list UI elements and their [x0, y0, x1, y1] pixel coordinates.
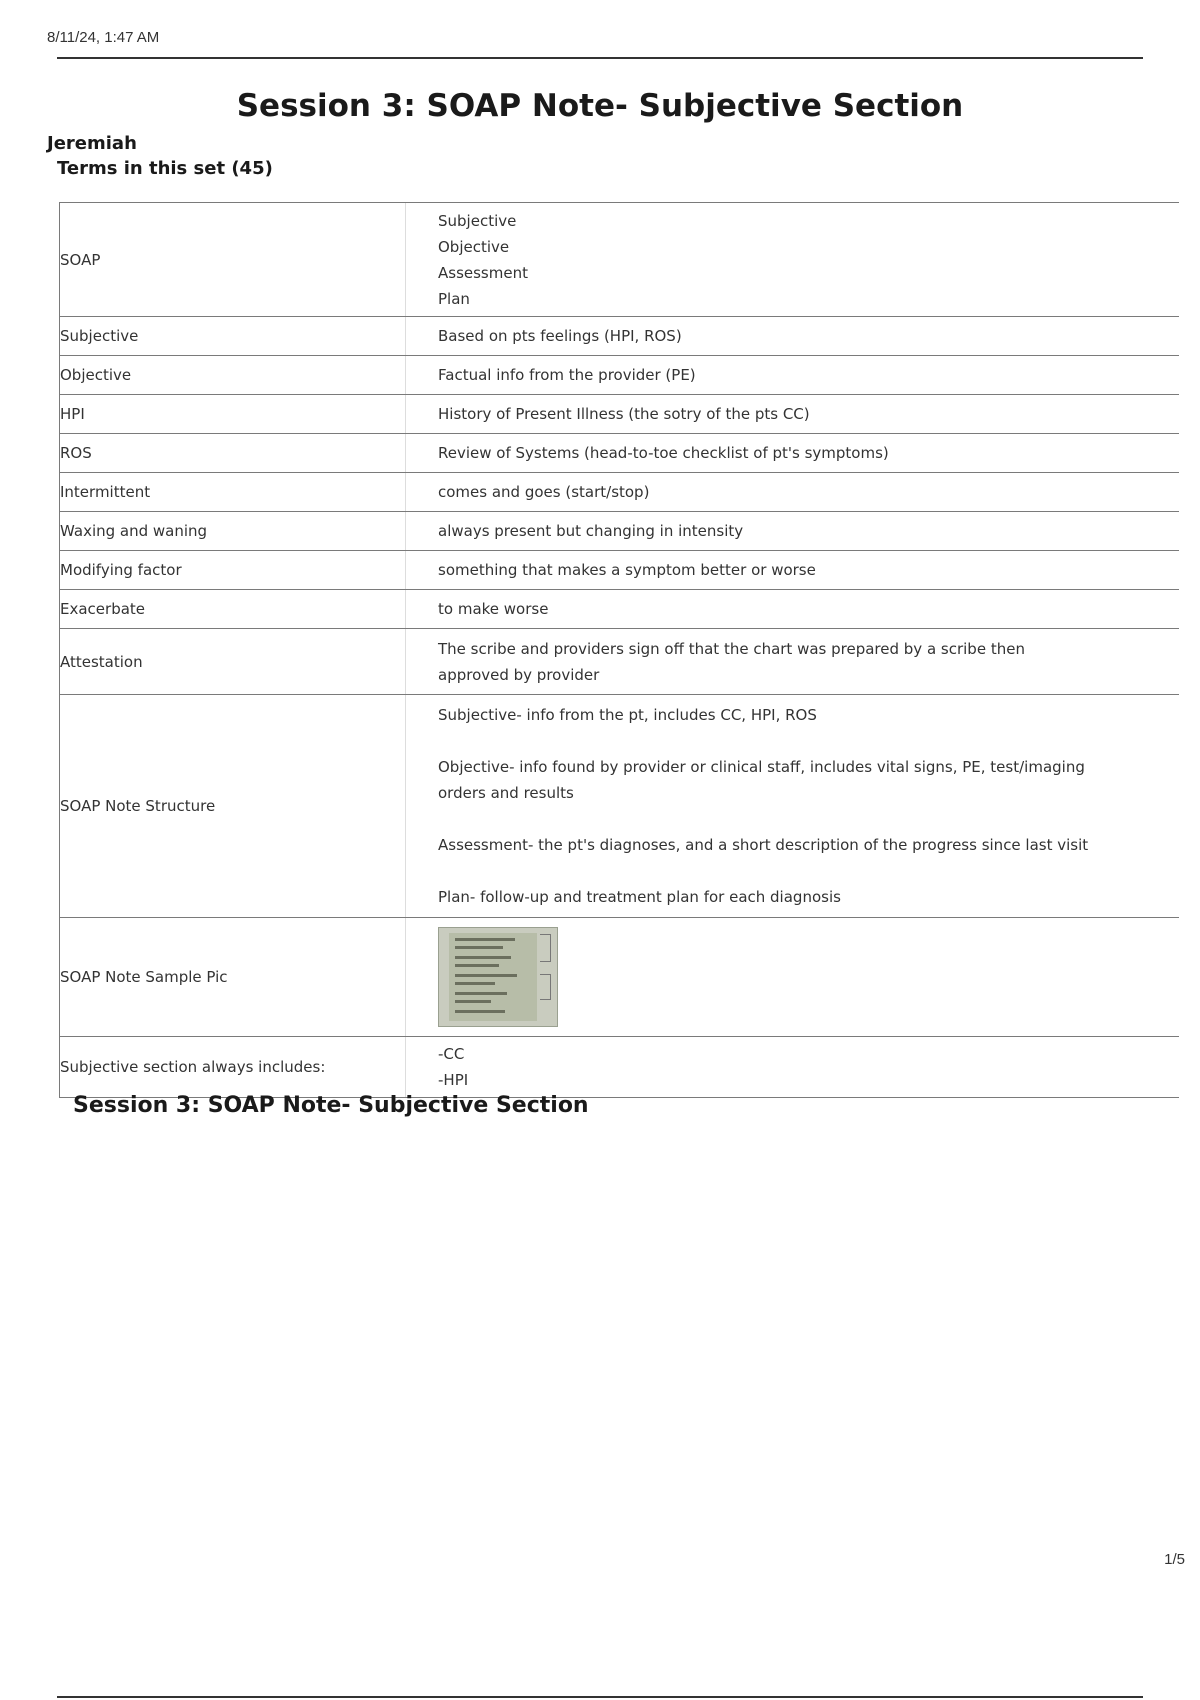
definition-line: Plan- follow-up and treatment plan for each diagnosis: [438, 888, 841, 906]
term-cell: Subjective: [60, 317, 406, 356]
definition-cell: [406, 1037, 1180, 1098]
definition-line: Based on pts feelings (HPI, ROS): [438, 327, 682, 345]
image-line: [455, 982, 495, 985]
definition-line: Objective: [438, 237, 510, 256]
definition-cell: [406, 551, 1180, 590]
definition-cell: [406, 356, 1180, 395]
term-row: [60, 203, 1180, 317]
definition-line: The scribe and providers sign off that the chart was prepared by a scribe then: [438, 639, 1025, 658]
footer-rule: [57, 1696, 1143, 1698]
image-bracket: [540, 974, 551, 1000]
definition-line: always present but changing in intensity: [438, 522, 744, 540]
footer-repeat-title: Session 3: SOAP Note- Subjective Section: [73, 1093, 589, 1118]
image-line: [455, 1000, 491, 1003]
definition-line: Subjective- info from the pt, includes CC, HPI, ROS: [438, 706, 817, 724]
term-cell: Attestation: [60, 629, 406, 695]
image-line: [455, 938, 515, 941]
definition-cell: [406, 590, 1180, 629]
image-line: [455, 992, 507, 995]
blank-line: [438, 806, 1167, 832]
definition-line: Objective- info found by provider or clinical staff, includes vital signs, PE, test/imaging: [438, 758, 1085, 776]
term-row: [60, 434, 1180, 473]
definition-line: History of Present Illness (the sotry of the pts CC): [438, 405, 810, 423]
image-line: [455, 974, 517, 977]
term-cell: Objective: [60, 356, 406, 395]
term-cell: Subjective section always includes:: [60, 1037, 406, 1098]
definition-line: Review of Systems (head-to-toe checklist of pt's symptoms): [438, 444, 889, 462]
author-name: Jeremiah: [47, 133, 137, 154]
definition-cell: [406, 203, 1180, 317]
term-cell: Waxing and waning: [60, 512, 406, 551]
definition-line: to make worse: [438, 600, 549, 618]
header-rule: [57, 57, 1143, 59]
definition-cell: [406, 473, 1180, 512]
definition-line: Assessment: [438, 263, 528, 282]
term-cell: Exacerbate: [60, 590, 406, 629]
term-cell: Modifying factor: [60, 551, 406, 590]
term-row: [60, 590, 1180, 629]
definition-cell: [406, 629, 1180, 695]
image-line: [455, 964, 499, 967]
term-row: [60, 317, 1180, 356]
term-cell: SOAP Note Structure: [60, 695, 406, 918]
blank-line: [438, 728, 1167, 754]
definition-cell: [406, 512, 1180, 551]
definition-line: Subjective: [438, 211, 517, 230]
definition-line: something that makes a symptom better or worse: [438, 561, 816, 579]
definition-cell: [406, 434, 1180, 473]
term-row: [60, 918, 1180, 1037]
term-row: [60, 629, 1180, 695]
term-row: [60, 395, 1180, 434]
term-row: [60, 551, 1180, 590]
definition-line: comes and goes (start/stop): [438, 483, 650, 501]
definition-cell: [406, 317, 1180, 356]
definition-line: -HPI: [438, 1071, 469, 1089]
term-cell: Intermittent: [60, 473, 406, 512]
term-row: [60, 695, 1180, 918]
definition-line: Assessment- the pt's diagnoses, and a short description of the progress since last visit: [438, 836, 1089, 854]
page-title: Session 3: SOAP Note- Subjective Section: [236, 88, 964, 124]
terms-table-viewport: [59, 202, 1179, 1122]
soap-note-sample-image: [438, 927, 558, 1027]
blank-line: [438, 858, 1167, 884]
term-row: [60, 1037, 1180, 1098]
term-row: [60, 356, 1180, 395]
image-line: [455, 1010, 505, 1013]
term-row: [60, 473, 1180, 512]
definition-cell: [406, 918, 1180, 1037]
term-row: [60, 512, 1180, 551]
image-bracket: [540, 934, 551, 962]
image-line: [455, 956, 511, 959]
term-cell: ROS: [60, 434, 406, 473]
term-cell: SOAP Note Sample Pic: [60, 918, 406, 1037]
page-number: 1/5: [1164, 1551, 1185, 1568]
definition-cell: [406, 695, 1180, 918]
image-line: [455, 946, 503, 949]
terms-count: Terms in this set (45): [57, 158, 273, 179]
term-cell: HPI: [60, 395, 406, 434]
term-cell: SOAP: [60, 203, 406, 317]
definition-line: Factual info from the provider (PE): [438, 366, 696, 384]
definition-line: Plan: [438, 289, 470, 308]
definition-cell: [406, 395, 1180, 434]
definition-line: -CC: [438, 1045, 465, 1063]
print-timestamp: 8/11/24, 1:47 AM: [47, 29, 160, 46]
definition-line: approved by provider: [438, 665, 600, 684]
terms-table: [59, 202, 1179, 1098]
definition-line: orders and results: [438, 784, 574, 802]
